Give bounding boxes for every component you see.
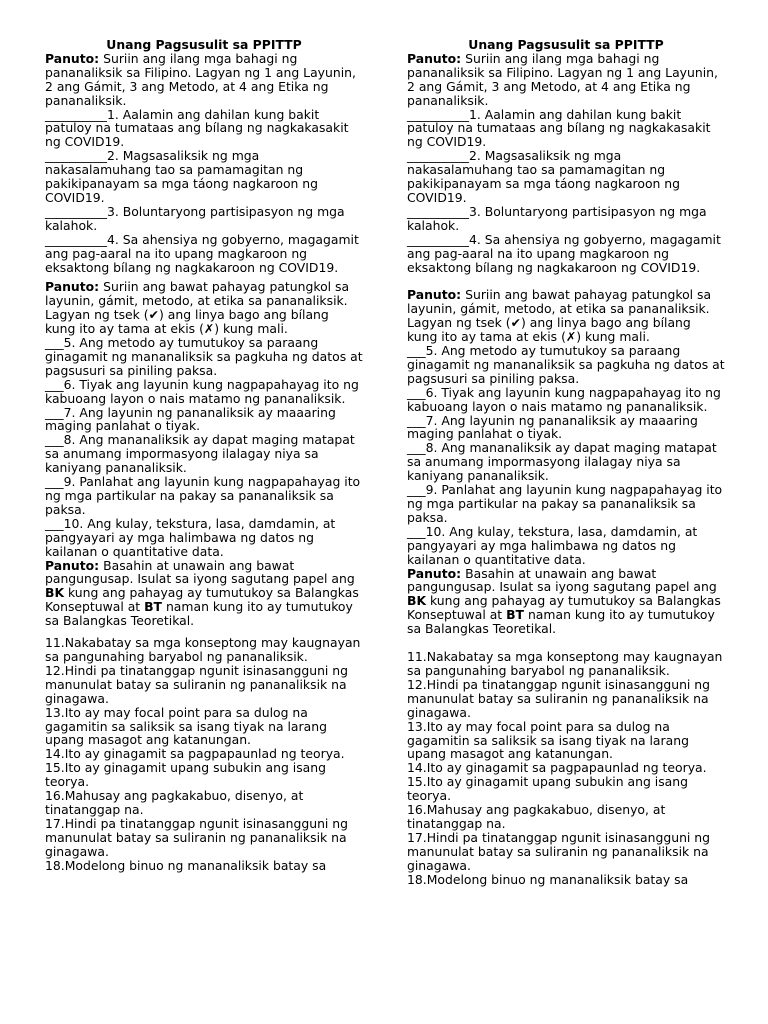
instructions-text: Suriin ang ilang mga bahagi ng pananaliksik sa Filipino. Lagyan ng 1 ang Layunin, 2 ang Gámit, 3 ang Metodo, at 4 ang Etika ng pananaliksik. — [407, 50, 718, 108]
question-item: 14.Ito ay ginagamit sa pagpapaunlad ng teorya. — [407, 760, 707, 776]
instructions-text: Suriin ang bawat pahayag patungkol sa layunin, gámit, metodo, at etika sa pananaliksik. Lagyan ng tsek (✔) ang linya bago ang bílang kung ito ay tama at ekis (✗) kung mali. — [45, 279, 350, 337]
question-item: __________1. Aalamin ang dahilan kung bakit patuloy na tumataas ang bílang ng nagkakasakit ng COVID19. — [407, 106, 711, 150]
question-item: __________3. Boluntaryong partisipasyon ng mga kalahok. — [407, 203, 707, 233]
question-item: __________1. Aalamin ang dahilan kung bakit patuloy na tumataas ang bílang ng nagkakasakit ng COVID19. — [45, 106, 349, 150]
bt-code: BT — [506, 607, 525, 623]
left-column — [45, 38, 363, 872]
question-item: 14.Ito ay ginagamit sa pagpapaunlad ng teorya. — [45, 746, 345, 762]
bk-code: BK — [45, 585, 65, 601]
instructions-3: Panuto: Basahin at unawain ang bawat pangungusap. Isulat sa iyong sagutang papel ang BK kung ang pahayag ay tumutukoy sa Balangkas Konseptuwal at BT naman kung ito ay tumutukoy sa Balangkas Teoretikal. — [45, 557, 359, 629]
question-item: 18.Modelong binuo ng mananaliksik batay sa — [407, 871, 689, 887]
question-item: __________4. Sa ahensiya ng gobyerno, magagamit ang pag-aaral na ito upang magkaroon ng eksaktong bílang ng nagkakaroon ng COVID19. — [407, 231, 721, 275]
question-item: __________2. Magsasaliksik ng mga nakasalamuhang tao sa pamamagitan ng pakikipanayam sa mga táong nagkaroon ng COVID19. — [45, 148, 319, 205]
question-item: __________2. Magsasaliksik ng mga nakasalamuhang tao sa pamamagitan ng pakikipanayam sa mga táong nagkaroon ng COVID19. — [407, 148, 681, 205]
instructions-label: Panuto: — [45, 50, 100, 66]
instructions-2 — [45, 280, 363, 336]
instructions-2 — [407, 288, 725, 344]
question-item: 12.Hindi pa tinatanggap ngunit isinasangguni ng manunulat batay sa suliranin ng pananaliksik na ginagawa. — [45, 662, 349, 706]
question-item: ___9. Panlahat ang layunin kung nagpapahayag ito ng mga partikular na pakay sa pananaliksik sa paksa. — [407, 482, 723, 525]
question-item: 17.Hindi pa tinatanggap ngunit isinasangguni ng manunulat batay sa suliranin ng pananaliksik na ginagawa. — [407, 829, 711, 873]
instructions-label: Panuto: — [407, 50, 462, 66]
question-item: __________4. Sa ahensiya ng gobyerno, magagamit ang pag-aaral na ito upang magkaroon ng eksaktong bílang ng nagkakaroon ng COVID19. — [45, 231, 359, 275]
question-item: ___10. Ang kulay, tekstura, lasa, damdamin, at pangyayari ay mga halimbawa ng datos ng kailanan o quantitative data. — [407, 523, 698, 567]
question-item: 16.Mahusay ang pagkakabuo, disenyo, at tinatanggap na. — [407, 802, 666, 831]
question-item: 11.Nakabatay sa mga konseptong may kaugnayan sa pangunahing baryabol ng pananaliksik. — [407, 649, 723, 678]
instructions-1 — [407, 52, 725, 108]
question-item: ___8. Ang mananaliksik ay dapat maging matapat sa anumang impormasyong ilalagay niya sa kaniyang pananaliksik. — [45, 432, 355, 476]
question-item: __________3. Boluntaryong partisipasyon ng mga kalahok. — [45, 203, 345, 233]
question-item: 15.Ito ay ginagamit upang subukin ang isang teorya. — [45, 760, 326, 790]
question-item: ___9. Panlahat ang layunin kung nagpapahayag ito ng mga partikular na pakay sa pananaliksik sa paksa. — [45, 474, 361, 517]
instructions-label: Panuto: — [45, 557, 100, 573]
instructions-label: Panuto: — [407, 287, 462, 303]
exam-title: Unang Pagsusulit sa PPITTP — [468, 37, 664, 52]
question-item: 18.Modelong binuo ng mananaliksik batay sa — [45, 857, 327, 873]
question-item: ___8. Ang mananaliksik ay dapat maging matapat sa anumang impormasyong ilalagay niya sa kaniyang pananaliksik. — [407, 440, 717, 484]
right-column — [407, 38, 725, 886]
question-item: ___5. Ang metodo ay tumutukoy sa paraang ginagamit ng mananaliksik sa pagkuha ng datos at pagsusuri sa piniling paksa. — [407, 343, 725, 386]
question-item: ___6. Tiyak ang layunin kung nagpapahayag ito ng kabuoang layon o nais matamo ng pananaliksik. — [407, 384, 721, 414]
instructions-label: Panuto: — [407, 565, 462, 581]
question-item: ___5. Ang metodo ay tumutukoy sa paraang ginagamit ng mananaliksik sa pagkuha ng datos at pagsusuri sa piniling paksa. — [45, 335, 363, 378]
instructions-text: Suriin ang ilang mga bahagi ng pananaliksik sa Filipino. Lagyan ng 1 ang Layunin, 2 ang Gámit, 3 ang Metodo, at 4 ang Etika ng pananaliksik. — [45, 50, 356, 108]
question-item: 13.Ito ay may focal point para sa dulog na gagamitin sa saliksik sa isang tiyak na larang upang masagot ang katanungan. — [407, 718, 689, 762]
question-item: ___7. Ang layunin ng pananaliksik ay maaaring maging panlahat o tiyak. — [45, 404, 336, 434]
question-item: ___10. Ang kulay, tekstura, lasa, damdamin, at pangyayari ay mga halimbawa ng datos ng kailanan o quantitative data. — [45, 515, 336, 559]
instructions-1 — [45, 52, 363, 108]
question-item: 15.Ito ay ginagamit upang subukin ang isang teorya. — [407, 774, 688, 804]
instructions-text: Suriin ang bawat pahayag patungkol sa layunin, gámit, metodo, at etika sa pananaliksik. Lagyan ng tsek (✔) ang linya bago ang bílang kung ito ay tama at ekis (✗) kung mali. — [407, 287, 712, 345]
exam-title: Unang Pagsusulit sa PPITTP — [106, 37, 302, 52]
question-item: 17.Hindi pa tinatanggap ngunit isinasangguni ng manunulat batay sa suliranin ng pananaliksik na ginagawa. — [45, 815, 349, 859]
instructions-3: Panuto: Basahin at unawain ang bawat pangungusap. Isulat sa iyong sagutang papel ang BK kung ang pahayag ay tumutukoy sa Balangkas Konseptuwal at BT naman kung ito ay tumutukoy sa Balangkas Teoretikal. — [407, 565, 721, 637]
question-item: 11.Nakabatay sa mga konseptong may kaugnayan sa pangunahing baryabol ng pananaliksik. — [45, 635, 361, 664]
question-item: 13.Ito ay may focal point para sa dulog na gagamitin sa saliksik sa isang tiyak na larang upang masagot ang katanungan. — [45, 704, 327, 748]
bt-code: BT — [144, 599, 163, 615]
question-item: 12.Hindi pa tinatanggap ngunit isinasangguni ng manunulat batay sa suliranin ng pananaliksik na ginagawa. — [407, 676, 711, 720]
instructions-label: Panuto: — [45, 279, 100, 295]
question-item: 16.Mahusay ang pagkakabuo, disenyo, at tinatanggap na. — [45, 788, 304, 817]
question-item: ___6. Tiyak ang layunin kung nagpapahayag ito ng kabuoang layon o nais matamo ng pananaliksik. — [45, 376, 359, 406]
bk-code: BK — [407, 593, 427, 609]
question-item: ___7. Ang layunin ng pananaliksik ay maaaring maging panlahat o tiyak. — [407, 412, 698, 442]
